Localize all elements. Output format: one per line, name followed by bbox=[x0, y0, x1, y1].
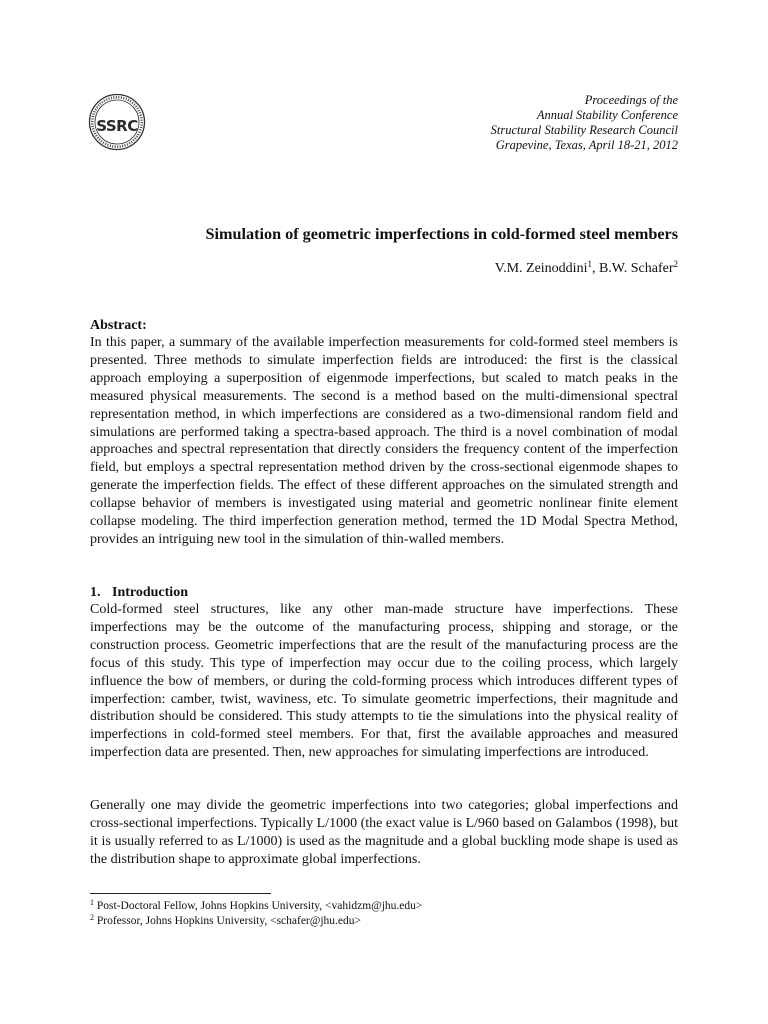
section-number: 1. bbox=[90, 585, 101, 600]
header-line: Structural Stability Research Council bbox=[490, 123, 678, 137]
logo-text: SSRC bbox=[96, 117, 138, 135]
introduction-paragraph: Generally one may divide the geometric imperfections into two categories; global imperfections and cross-sectional imperfections. Typically L/1000 (the exact value is L/960 based on Galambos (1998), but it is usually referred to as L/1000) is used as the magnitude and a global buckling mode shape is used as the distribution shape to approximate global imperfections. bbox=[90, 798, 678, 867]
section-title: Introduction bbox=[112, 585, 188, 600]
footnote-mark: 1 bbox=[90, 898, 94, 907]
ssrc-logo bbox=[88, 93, 146, 151]
author-separator: , bbox=[591, 261, 599, 276]
header-line: Grapevine, Texas, April 18-21, 2012 bbox=[495, 138, 678, 152]
author-name: V.M. Zeinoddini bbox=[494, 261, 588, 276]
footnotes bbox=[90, 899, 422, 929]
author-footnote-mark: 2 bbox=[673, 259, 678, 269]
introduction-paragraph: Cold-formed steel structures, like any other man-made structure have imperfections. These imperfections may be the outcome of the manufacturing process, shipping and storage, or the construction process. Geometric imperfections that are the result of the manufacturing process are the focus of this study. This type of imperfection may occur due to the coiling process, which largely influence the bow of members, or during the cold-forming process which introduces different types of imperfection: camber, twist, waviness, etc. To simulate geometric imperfections, their magnitude and distribution should be considered. This study attempts to tie the simulations into the physical reality of imperfections in cold-formed steel members. For that, first the available approaches and measured imperfection data are presented. Then, new approaches for simulating imperfections are introduced. bbox=[90, 602, 678, 761]
proceedings-header bbox=[491, 93, 678, 153]
author-name: B.W. Schafer bbox=[598, 261, 674, 276]
abstract-heading: Abstract: bbox=[90, 318, 147, 333]
paper-title: Simulation of geometric imperfections in cold-formed steel members bbox=[205, 225, 678, 243]
header-line: Annual Stability Conference bbox=[536, 108, 678, 122]
abstract-text: In this paper, a summary of the available imperfection measurements for cold-formed steel members is presented. Three methods to simulate imperfection fields are introduced: the first is the classical approach employing a superposition of eigenmode imperfections, but scaled to match peaks in the measured physical measurements. The second is a method based on the multi-dimensional spectral representation method, in which imperfections are considered as a two-dimensional random field and simulations are performed taking a spectra-based approach. The third is a novel combination of modal approaches and spectral representation that directly considers the frequency content of the imperfection field, but employs a spectral representation method driven by the cross-sectional eigenmode shapes to generate the imperfection fields. The effect of these different approaches on the simulated strength and collapse behavior of members is investigated using material and geometric nonlinear finite element collapse modeling. The third imperfection generation method, termed the 1D Modal Spectra Method, provides an intriguing new tool in the simulation of thin-walled members. bbox=[90, 335, 678, 547]
author-line bbox=[90, 260, 678, 278]
footnote-text: Professor, Johns Hopkins University, <schafer@jhu.edu> bbox=[96, 915, 362, 927]
section-heading-introduction bbox=[90, 584, 188, 601]
footnote bbox=[90, 914, 422, 929]
footnote-mark: 2 bbox=[90, 913, 94, 922]
footnote bbox=[90, 899, 422, 914]
footnote-divider bbox=[90, 893, 271, 894]
footnote-text: Post-Doctoral Fellow, Johns Hopkins University, <vahidzm@jhu.edu> bbox=[96, 900, 423, 912]
author-footnote-mark: 1 bbox=[587, 259, 592, 269]
header-line: Proceedings of the bbox=[584, 93, 678, 107]
